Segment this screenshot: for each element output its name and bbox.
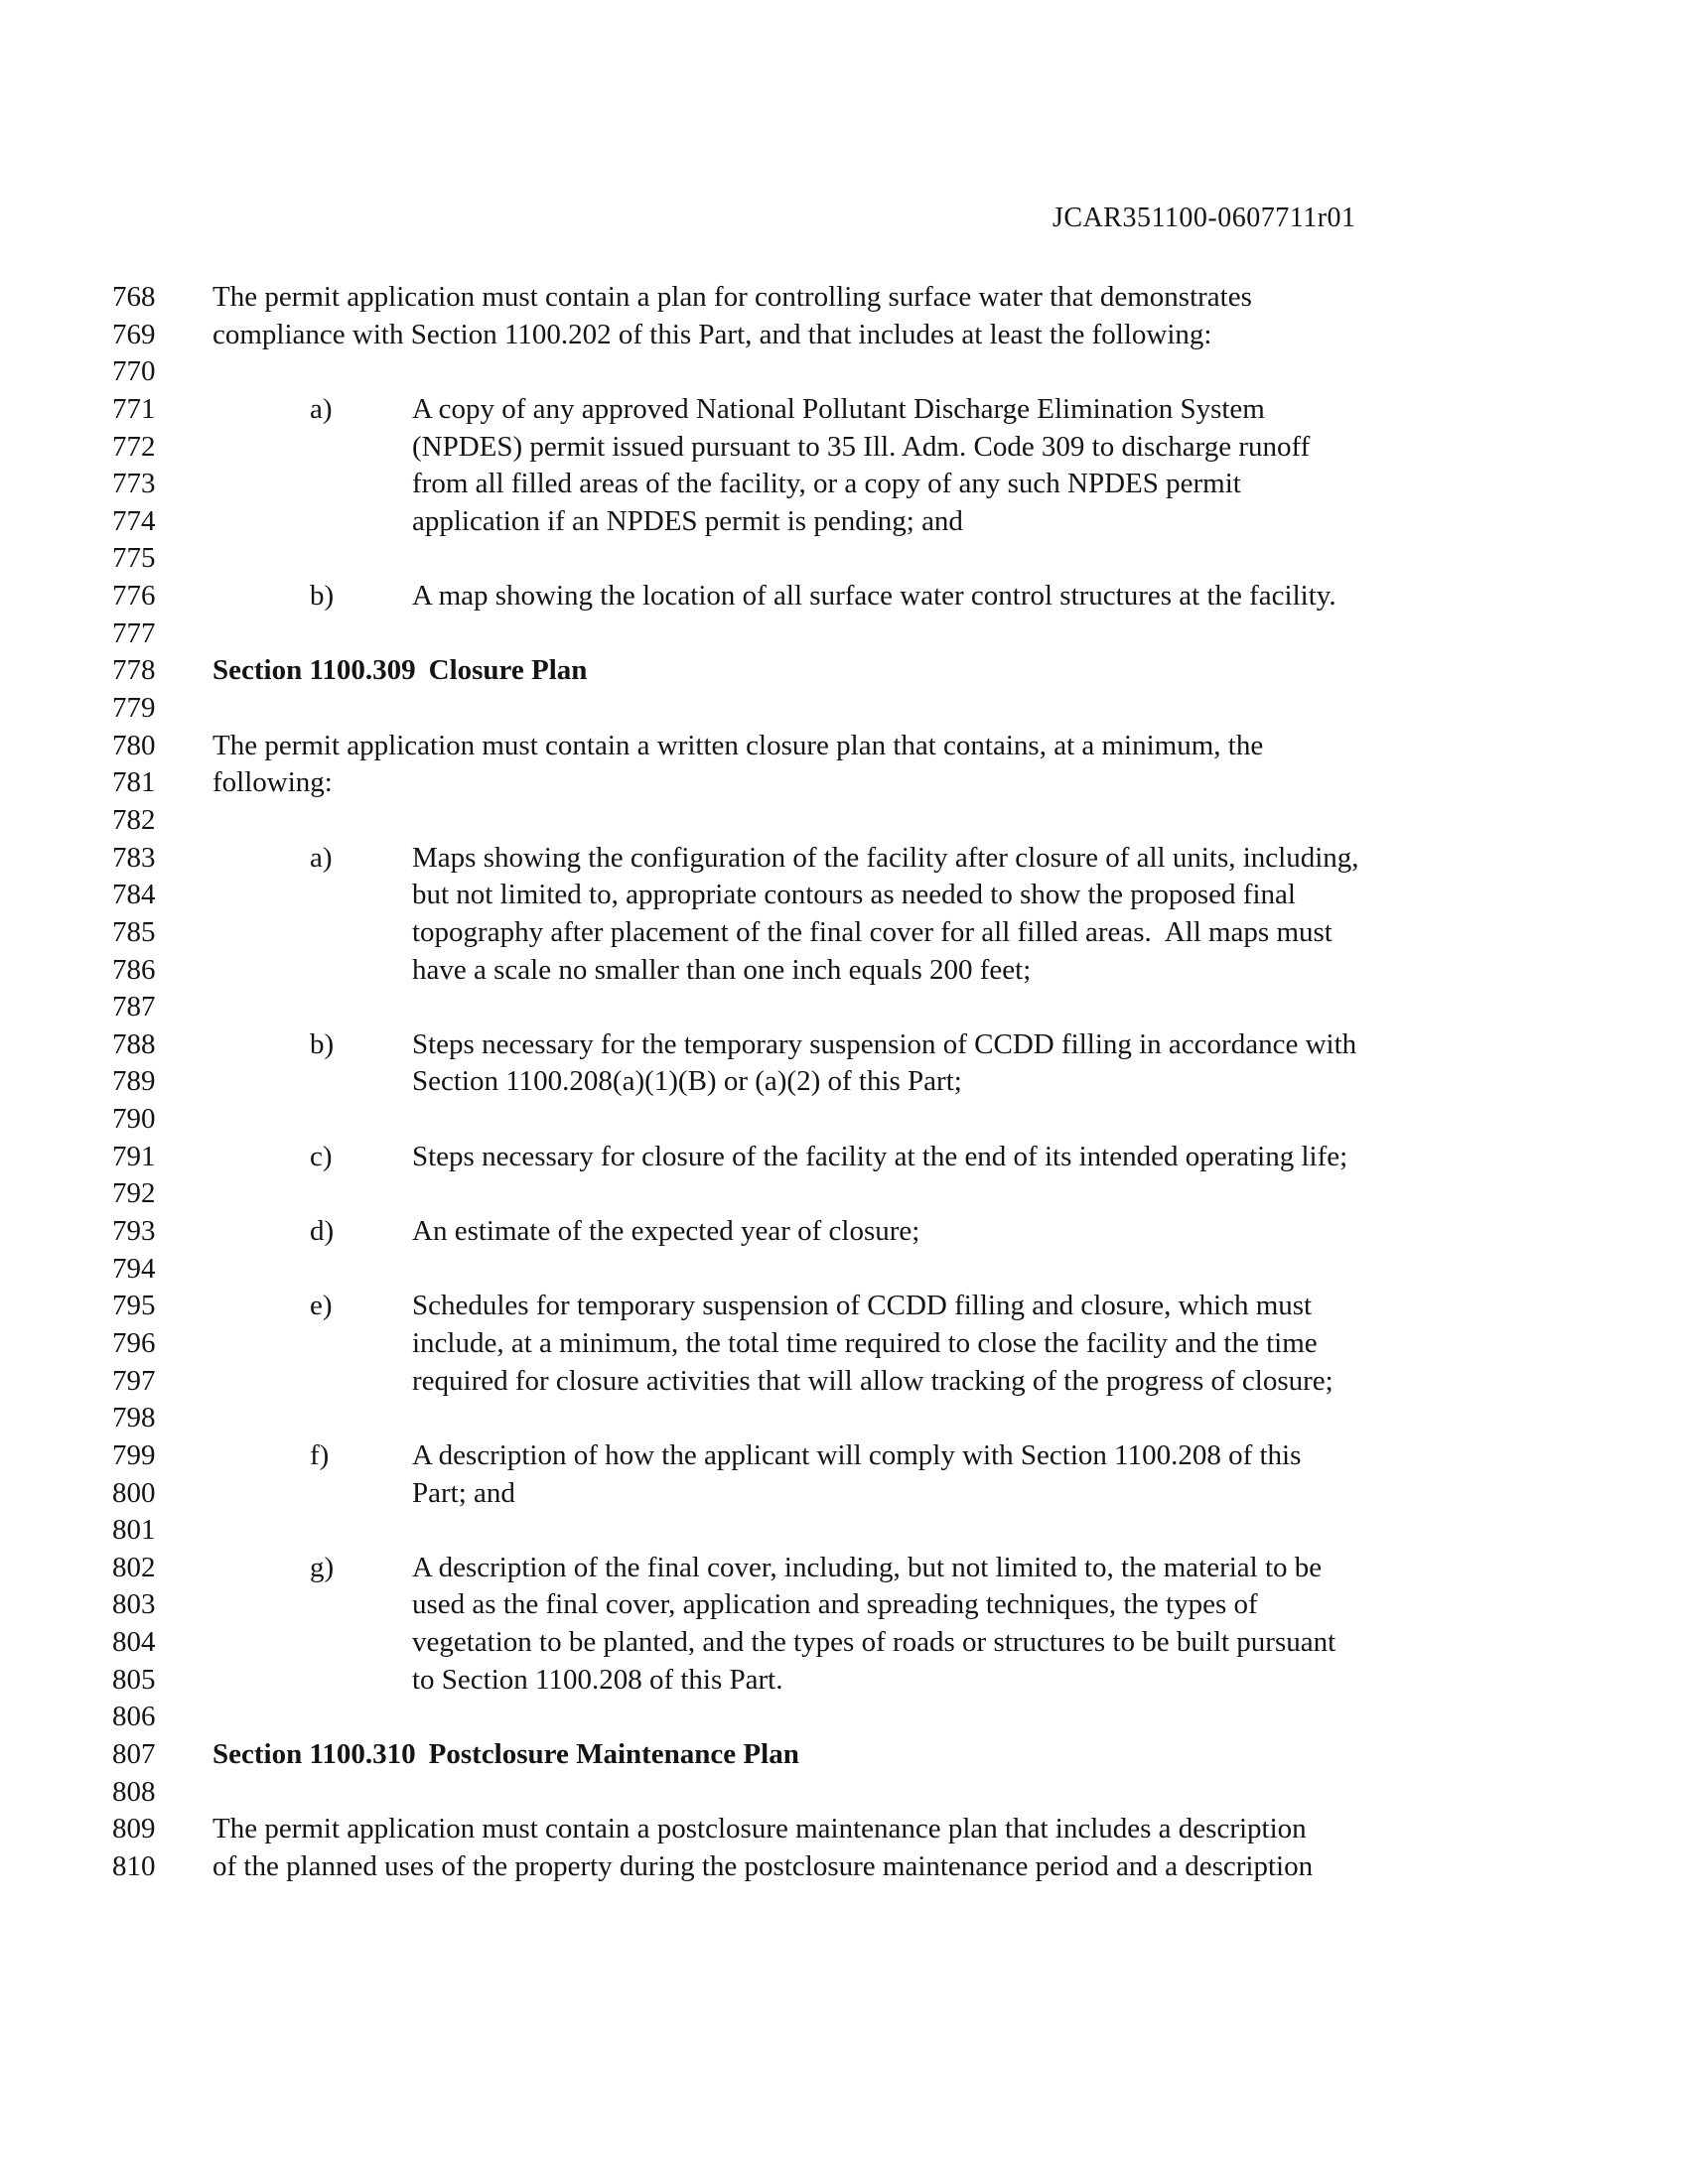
text-line xyxy=(0,429,1684,467)
line-number: 779 xyxy=(112,692,156,725)
line-text: topography after placement of the final cover for all filled areas. All maps must xyxy=(412,915,1333,948)
line-number: 772 xyxy=(112,430,156,463)
line-number: 782 xyxy=(112,803,156,836)
list-item-line xyxy=(0,1550,1684,1587)
list-item-line xyxy=(0,391,1684,429)
blank-line xyxy=(0,1699,1684,1736)
section-title: Closure Plan xyxy=(428,654,588,687)
line-number: 801 xyxy=(112,1514,156,1547)
text-line xyxy=(0,1624,1684,1662)
line-number: 800 xyxy=(112,1476,156,1509)
line-number: 784 xyxy=(112,879,156,911)
list-item-line xyxy=(0,840,1684,878)
line-text: The permit application must contain a written closure plan that contains, at a minimum, the xyxy=(212,729,1264,761)
list-marker: d) xyxy=(310,1215,335,1248)
line-text: have a scale no smaller than one inch equals 200 feet; xyxy=(412,953,1032,986)
line-number: 798 xyxy=(112,1402,156,1434)
blank-line xyxy=(0,1175,1684,1213)
blank-line xyxy=(0,1101,1684,1139)
line-text: Section 1100.208(a)(1)(B) or (a)(2) of this Part; xyxy=(412,1065,962,1098)
blank-line xyxy=(0,989,1684,1026)
list-item-line xyxy=(0,1288,1684,1325)
numbered-text-body xyxy=(0,279,1684,1886)
text-line xyxy=(0,1586,1684,1624)
line-number: 788 xyxy=(112,1027,156,1060)
blank-line xyxy=(0,615,1684,653)
line-text: A description of the final cover, including, but not limited to, the material to be xyxy=(412,1551,1323,1583)
text-line xyxy=(0,1063,1684,1101)
text-line xyxy=(0,503,1684,541)
text-line xyxy=(0,1325,1684,1363)
line-number: 810 xyxy=(112,1849,156,1882)
blank-line xyxy=(0,1774,1684,1812)
text-line xyxy=(0,1811,1684,1848)
line-number: 791 xyxy=(112,1140,156,1172)
list-marker: b) xyxy=(310,1027,335,1060)
line-text: A copy of any approved National Pollutant Discharge Elimination System xyxy=(412,392,1265,425)
line-text: but not limited to, appropriate contours as needed to show the proposed final xyxy=(412,879,1296,911)
list-marker: b) xyxy=(310,580,335,613)
line-number: 781 xyxy=(112,766,156,799)
list-item-line xyxy=(0,1139,1684,1176)
section-heading xyxy=(212,1736,799,1774)
line-text: Schedules for temporary suspension of CCDD filling and closure, which must xyxy=(412,1290,1313,1322)
line-text: The permit application must contain a postclosure maintenance plan that includes a description xyxy=(212,1813,1307,1845)
section-number: Section 1100.310 xyxy=(212,1737,416,1770)
list-item-line xyxy=(0,1026,1684,1064)
line-text: A map showing the location of all surface water control structures at the facility. xyxy=(412,580,1336,613)
text-line xyxy=(0,952,1684,990)
line-number: 804 xyxy=(112,1626,156,1659)
list-marker: c) xyxy=(310,1140,333,1172)
line-number: 805 xyxy=(112,1663,156,1696)
line-text: include, at a minimum, the total time required to close the facility and the time xyxy=(412,1326,1318,1359)
line-text: to Section 1100.208 of this Part. xyxy=(412,1663,783,1696)
section-number: Section 1100.309 xyxy=(212,654,416,687)
line-number: 780 xyxy=(112,729,156,761)
list-item-line xyxy=(0,1437,1684,1475)
text-line xyxy=(0,466,1684,503)
line-text: An estimate of the expected year of closure; xyxy=(412,1215,920,1248)
line-text: vegetation to be planted, and the types of roads or structures to be built pursuant xyxy=(412,1626,1336,1659)
line-number: 807 xyxy=(112,1737,156,1770)
section-heading-line xyxy=(0,652,1684,690)
blank-line xyxy=(0,690,1684,728)
line-number: 774 xyxy=(112,504,156,537)
line-text: Part; and xyxy=(412,1476,515,1509)
line-number: 802 xyxy=(112,1551,156,1583)
line-number: 783 xyxy=(112,841,156,874)
section-title: Postclosure Maintenance Plan xyxy=(428,1737,799,1770)
blank-line xyxy=(0,1512,1684,1550)
line-text: from all filled areas of the facility, or a copy of any such NPDES permit xyxy=(412,468,1241,500)
line-number: 806 xyxy=(112,1701,156,1733)
list-item-line xyxy=(0,1213,1684,1251)
list-marker: f) xyxy=(310,1438,330,1471)
line-number: 799 xyxy=(112,1438,156,1471)
line-number: 787 xyxy=(112,991,156,1024)
text-line xyxy=(0,1363,1684,1401)
line-number: 785 xyxy=(112,915,156,948)
document-code: JCAR351100-0607711r01 xyxy=(1052,203,1356,233)
text-line xyxy=(0,914,1684,952)
line-number: 777 xyxy=(112,616,156,649)
text-line xyxy=(0,279,1684,317)
line-text: Steps necessary for the temporary suspension of CCDD filling in accordance with xyxy=(412,1027,1357,1060)
line-number: 795 xyxy=(112,1290,156,1322)
text-line xyxy=(0,1475,1684,1513)
line-number: 778 xyxy=(112,654,156,687)
line-number: 770 xyxy=(112,355,156,388)
line-number: 793 xyxy=(112,1215,156,1248)
line-text: following: xyxy=(212,766,333,799)
list-marker: e) xyxy=(310,1290,333,1322)
line-number: 776 xyxy=(112,580,156,613)
blank-line xyxy=(0,353,1684,391)
line-number: 803 xyxy=(112,1588,156,1621)
line-number: 792 xyxy=(112,1177,156,1210)
line-text: Maps showing the configuration of the facility after closure of all units, including, xyxy=(412,841,1359,874)
line-number: 808 xyxy=(112,1775,156,1808)
list-item-line xyxy=(0,578,1684,615)
line-number: 794 xyxy=(112,1252,156,1285)
blank-line xyxy=(0,1400,1684,1437)
line-number: 797 xyxy=(112,1364,156,1397)
line-number: 796 xyxy=(112,1326,156,1359)
section-heading-line xyxy=(0,1736,1684,1774)
section-heading xyxy=(212,652,587,690)
line-text: of the planned uses of the property during the postclosure maintenance period and a description xyxy=(212,1849,1314,1882)
text-line xyxy=(0,764,1684,802)
line-number: 769 xyxy=(112,318,156,350)
line-text: A description of how the applicant will comply with Section 1100.208 of this xyxy=(412,1438,1302,1471)
line-number: 771 xyxy=(112,392,156,425)
line-text: application if an NPDES permit is pending; and xyxy=(412,504,963,537)
line-text: The permit application must contain a plan for controlling surface water that demonstrates xyxy=(212,281,1252,313)
list-marker: a) xyxy=(310,841,333,874)
text-line xyxy=(0,877,1684,914)
line-text: compliance with Section 1100.202 of this Part, and that includes at least the following: xyxy=(212,318,1212,350)
line-number: 773 xyxy=(112,468,156,500)
line-number: 809 xyxy=(112,1813,156,1845)
line-number: 768 xyxy=(112,281,156,313)
blank-line xyxy=(0,540,1684,578)
text-line xyxy=(0,1848,1684,1886)
blank-line xyxy=(0,802,1684,840)
list-marker: a) xyxy=(310,392,333,425)
blank-line xyxy=(0,1251,1684,1289)
line-text: Steps necessary for closure of the facility at the end of its intended operating life; xyxy=(412,1140,1348,1172)
text-line xyxy=(0,728,1684,765)
line-number: 789 xyxy=(112,1065,156,1098)
line-number: 786 xyxy=(112,953,156,986)
line-number: 775 xyxy=(112,542,156,575)
line-text: required for closure activities that will allow tracking of the progress of closure; xyxy=(412,1364,1333,1397)
line-text: (NPDES) permit issued pursuant to 35 Ill. Adm. Code 309 to discharge runoff xyxy=(412,430,1311,463)
line-text: used as the final cover, application and spreading techniques, the types of xyxy=(412,1588,1258,1621)
list-marker: g) xyxy=(310,1551,335,1583)
text-line xyxy=(0,317,1684,354)
line-number: 790 xyxy=(112,1103,156,1136)
text-line xyxy=(0,1662,1684,1700)
